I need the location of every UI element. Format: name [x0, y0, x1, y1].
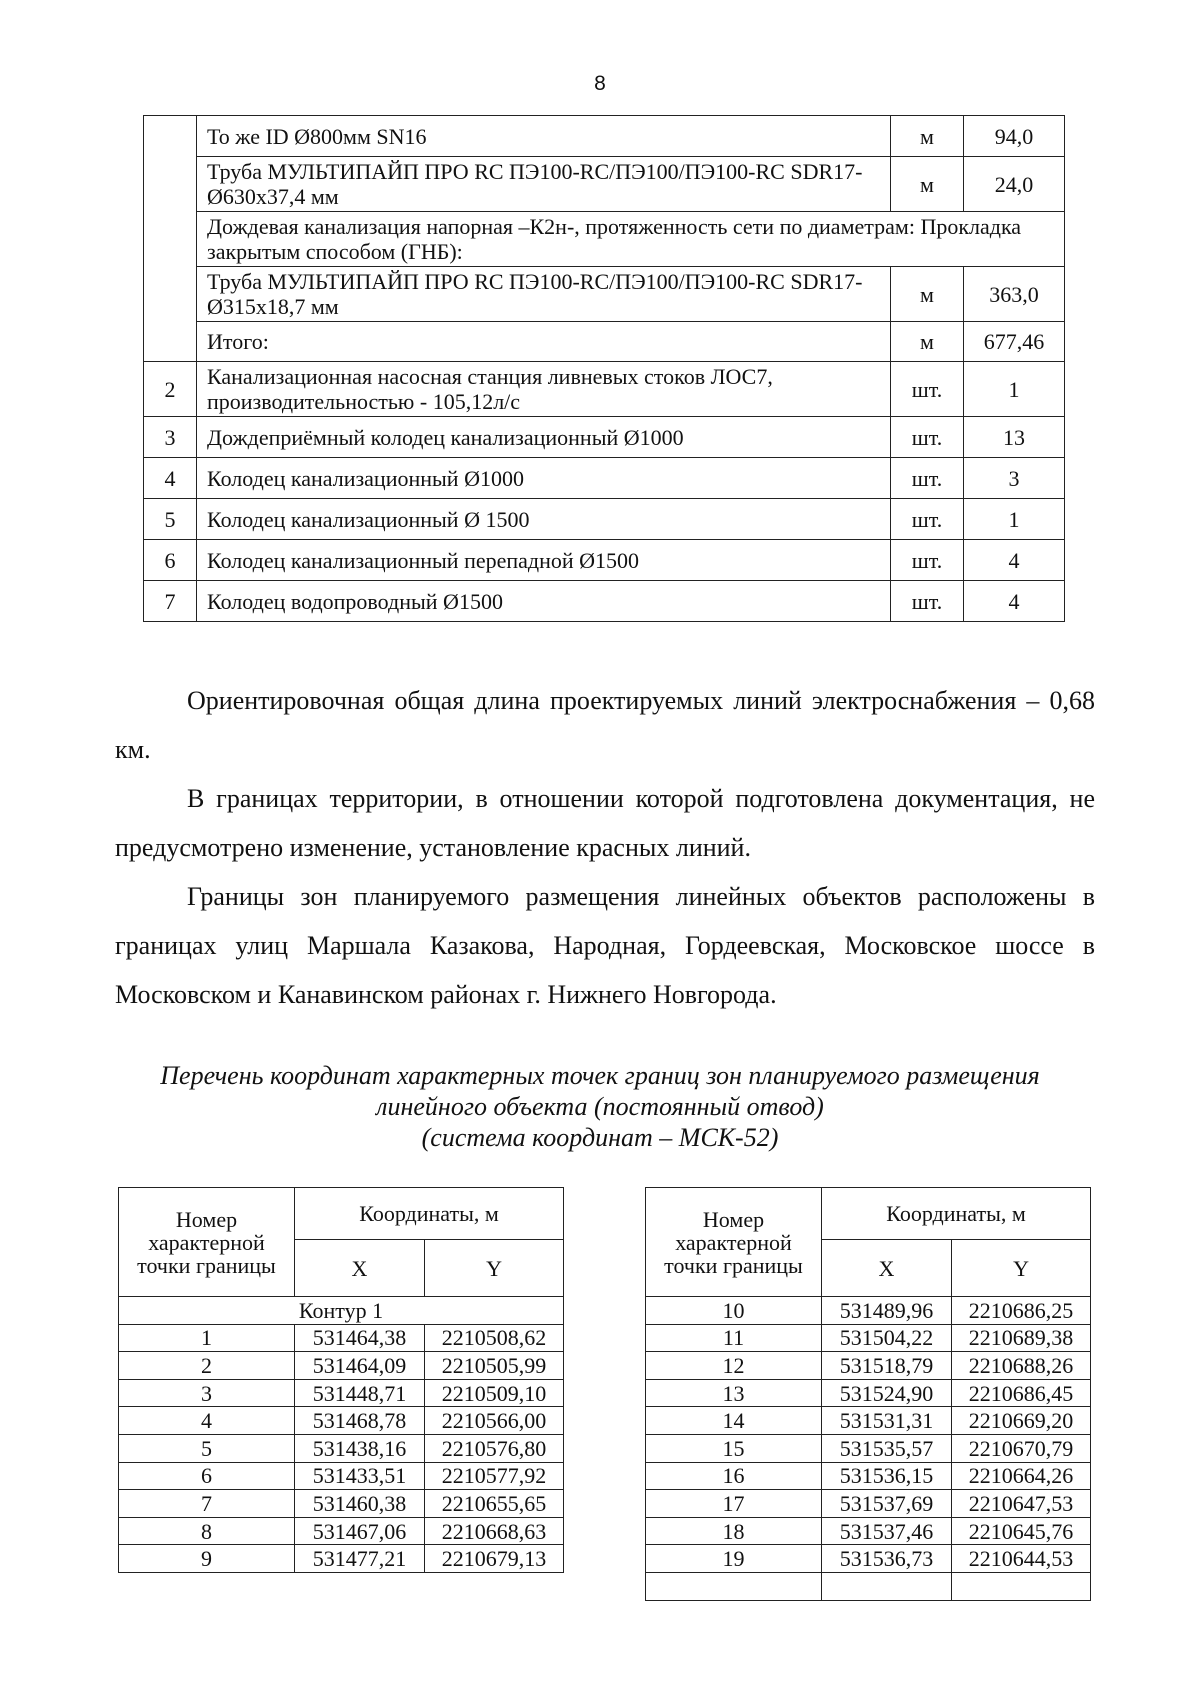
- table-row: [119, 1379, 564, 1407]
- spec-table: [143, 115, 1065, 622]
- point-number-cell: 5: [119, 1434, 295, 1462]
- spec-value-cell: 3: [964, 458, 1065, 499]
- point-number-cell: 3: [119, 1379, 295, 1407]
- point-number-cell: 16: [646, 1462, 822, 1490]
- x-cell: 531536,73: [822, 1545, 952, 1573]
- spec-value-cell: 94,0: [964, 116, 1065, 157]
- table-row: [144, 116, 1065, 157]
- coordinates-body: [646, 1297, 1091, 1601]
- table-row: [119, 1434, 564, 1462]
- table-row: [646, 1572, 1091, 1600]
- coordinates-header: Координаты, м: [295, 1188, 564, 1240]
- point-number-cell: 7: [119, 1490, 295, 1518]
- y-cell: 2210576,80: [425, 1434, 564, 1462]
- spec-unit-cell: шт.: [891, 581, 964, 622]
- spec-name-cell: Колодец канализационный перепадной Ø1500: [197, 540, 891, 581]
- table-row: [144, 499, 1065, 540]
- spec-name-cell: Колодец канализационный Ø 1500: [197, 499, 891, 540]
- table-row: [646, 1434, 1091, 1462]
- x-cell: 531438,16: [295, 1434, 425, 1462]
- y-cell: 2210679,13: [425, 1545, 564, 1573]
- x-cell: 531524,90: [822, 1379, 952, 1407]
- table-row: [119, 1324, 564, 1352]
- spec-value-cell: 4: [964, 581, 1065, 622]
- point-number-cell: 17: [646, 1490, 822, 1518]
- x-header: X: [295, 1240, 425, 1297]
- spec-unit-cell: м: [891, 267, 964, 322]
- spec-name-cell: Итого:: [197, 322, 891, 362]
- y-cell: 2210689,38: [952, 1324, 1091, 1352]
- table-row: [144, 458, 1065, 499]
- x-cell: 531464,38: [295, 1324, 425, 1352]
- table-row: [144, 212, 1065, 267]
- x-cell: 531467,06: [295, 1517, 425, 1545]
- point-number-cell: 11: [646, 1324, 822, 1352]
- spec-num-cell: 5: [144, 499, 197, 540]
- y-cell: 2210664,26: [952, 1462, 1091, 1490]
- table-row: [119, 1297, 564, 1325]
- x-cell: 531433,51: [295, 1462, 425, 1490]
- coordinates-table-left: [118, 1187, 564, 1573]
- y-header: Y: [952, 1240, 1091, 1297]
- spec-value-cell: 13: [964, 417, 1065, 458]
- table-row: [646, 1324, 1091, 1352]
- point-number-cell: 10: [646, 1297, 822, 1325]
- spec-unit-cell: шт.: [891, 417, 964, 458]
- y-cell: 2210645,76: [952, 1517, 1091, 1545]
- x-cell: 531460,38: [295, 1490, 425, 1518]
- table-caption: [100, 1060, 1100, 1153]
- y-cell: 2210644,53: [952, 1545, 1091, 1573]
- spec-unit-cell: м: [891, 116, 964, 157]
- spec-num-cell: 7: [144, 581, 197, 622]
- spec-name-cell: То же ID Ø800мм SN16: [197, 116, 891, 157]
- point-number-header: Номер характерной точки границы: [646, 1188, 822, 1297]
- y-cell: 2210655,65: [425, 1490, 564, 1518]
- coordinates-header: Координаты, м: [822, 1188, 1091, 1240]
- table-row: [646, 1379, 1091, 1407]
- x-cell: 531537,46: [822, 1517, 952, 1545]
- y-cell: 2210688,26: [952, 1352, 1091, 1380]
- table-row: [646, 1462, 1091, 1490]
- table-row: [144, 417, 1065, 458]
- spec-unit-cell: шт.: [891, 362, 964, 417]
- spec-value-cell: 24,0: [964, 157, 1065, 212]
- table-row: [144, 157, 1065, 212]
- point-number-cell: 14: [646, 1407, 822, 1435]
- caption-line: линейного объекта (постоянный отвод): [376, 1092, 824, 1121]
- spec-unit-cell: шт.: [891, 458, 964, 499]
- table-row: [119, 1462, 564, 1490]
- spec-value-cell: 1: [964, 362, 1065, 417]
- table-row: [646, 1297, 1091, 1325]
- spec-num-cell: 2: [144, 362, 197, 417]
- spec-name-cell: Труба МУЛЬТИПАЙП ПРО RC ПЭ100-RC/ПЭ100/ПЭ100-RC SDR17-Ø630х37,4 мм: [197, 157, 891, 212]
- point-number-cell: 12: [646, 1352, 822, 1380]
- spec-name-cell: Колодец водопроводный Ø1500: [197, 581, 891, 622]
- coordinates-body: [119, 1297, 564, 1573]
- y-cell: 2210647,53: [952, 1490, 1091, 1518]
- spec-unit-cell: м: [891, 157, 964, 212]
- table-row: [144, 581, 1065, 622]
- x-cell: 531535,57: [822, 1434, 952, 1462]
- point-number-cell: 2: [119, 1352, 295, 1380]
- point-number-cell: 4: [119, 1407, 295, 1435]
- paragraph: Границы зон планируемого размещения линейных объектов расположены в границах улиц Маршала Казакова, Народная, Гордеевская, Московское шоссе в Московском и Канавинском районах г. Нижнего Новгорода.: [115, 882, 1095, 1009]
- table-row: [646, 1490, 1091, 1518]
- spec-num-cell: 4: [144, 458, 197, 499]
- page-number: 8: [594, 72, 606, 95]
- table-row: [144, 267, 1065, 322]
- caption-line: (система координат – МСК-52): [421, 1123, 779, 1152]
- spec-num-cell: 6: [144, 540, 197, 581]
- spec-value-cell: 4: [964, 540, 1065, 581]
- x-cell: 531489,96: [822, 1297, 952, 1325]
- y-cell: 2210669,20: [952, 1407, 1091, 1435]
- point-number-cell: 13: [646, 1379, 822, 1407]
- x-cell: 531531,31: [822, 1407, 952, 1435]
- y-cell: [952, 1572, 1091, 1600]
- x-cell: 531448,71: [295, 1379, 425, 1407]
- y-cell: 2210508,62: [425, 1324, 564, 1352]
- contour-label: Контур 1: [119, 1297, 564, 1325]
- table-row: [144, 362, 1065, 417]
- spec-name-cell: Колодец канализационный Ø1000: [197, 458, 891, 499]
- y-header: Y: [425, 1240, 564, 1297]
- table-row: [119, 1545, 564, 1573]
- point-number-cell: 8: [119, 1517, 295, 1545]
- point-number-cell: 18: [646, 1517, 822, 1545]
- table-row: [119, 1517, 564, 1545]
- point-number-cell: [646, 1572, 822, 1600]
- y-cell: 2210686,25: [952, 1297, 1091, 1325]
- point-number-cell: 19: [646, 1545, 822, 1573]
- table-row: [119, 1490, 564, 1518]
- table-row: [144, 322, 1065, 362]
- table-row: [646, 1407, 1091, 1435]
- x-cell: 531536,15: [822, 1462, 952, 1490]
- x-cell: 531477,21: [295, 1545, 425, 1573]
- spec-unit-cell: м: [891, 322, 964, 362]
- x-cell: 531504,22: [822, 1324, 952, 1352]
- x-cell: 531464,09: [295, 1352, 425, 1380]
- table-row: [119, 1352, 564, 1380]
- spec-unit-cell: шт.: [891, 499, 964, 540]
- x-header: X: [822, 1240, 952, 1297]
- spec-num-cell: 3: [144, 417, 197, 458]
- spec-value-cell: 1: [964, 499, 1065, 540]
- point-number-cell: 1: [119, 1324, 295, 1352]
- caption-line: Перечень координат характерных точек границ зон планируемого размещения: [160, 1061, 1040, 1090]
- paragraph: Ориентировочная общая длина проектируемых линий электроснабжения – 0,68 км.: [115, 686, 1095, 764]
- spec-name-cell: Канализационная насосная станция ливневых стоков ЛОС7, производительностью - 105,12л/с: [197, 362, 891, 417]
- table-row: [144, 540, 1065, 581]
- spec-name-cell: Дождеприёмный колодец канализационный Ø1000: [197, 417, 891, 458]
- table-row: [646, 1352, 1091, 1380]
- y-cell: 2210566,00: [425, 1407, 564, 1435]
- spec-value-cell: 363,0: [964, 267, 1065, 322]
- y-cell: 2210505,99: [425, 1352, 564, 1380]
- y-cell: 2210686,45: [952, 1379, 1091, 1407]
- paragraph: В границах территории, в отношении которой подготовлена документация, не предусмотрено изменение, установление красных линий.: [115, 784, 1095, 862]
- spec-name-cell: Дождевая канализация напорная –К2н-, протяженность сети по диаметрам: Прокладка закрытым способом (ГНБ):: [197, 212, 1065, 267]
- y-cell: 2210668,63: [425, 1517, 564, 1545]
- spec-num-cell: [144, 116, 197, 362]
- x-cell: [822, 1572, 952, 1600]
- point-number-cell: 15: [646, 1434, 822, 1462]
- body-text: [115, 676, 1095, 1019]
- x-cell: 531537,69: [822, 1490, 952, 1518]
- x-cell: 531518,79: [822, 1352, 952, 1380]
- coordinates-table-right: [645, 1187, 1091, 1601]
- table-row: [646, 1545, 1091, 1573]
- table-row: [646, 1517, 1091, 1545]
- y-cell: 2210509,10: [425, 1379, 564, 1407]
- table-row: [119, 1407, 564, 1435]
- point-number-cell: 9: [119, 1545, 295, 1573]
- y-cell: 2210670,79: [952, 1434, 1091, 1462]
- x-cell: 531468,78: [295, 1407, 425, 1435]
- point-number-header: Номер характерной точки границы: [119, 1188, 295, 1297]
- y-cell: 2210577,92: [425, 1462, 564, 1490]
- spec-value-cell: 677,46: [964, 322, 1065, 362]
- spec-name-cell: Труба МУЛЬТИПАЙП ПРО RC ПЭ100-RC/ПЭ100/ПЭ100-RC SDR17-Ø315х18,7 мм: [197, 267, 891, 322]
- spec-unit-cell: шт.: [891, 540, 964, 581]
- point-number-cell: 6: [119, 1462, 295, 1490]
